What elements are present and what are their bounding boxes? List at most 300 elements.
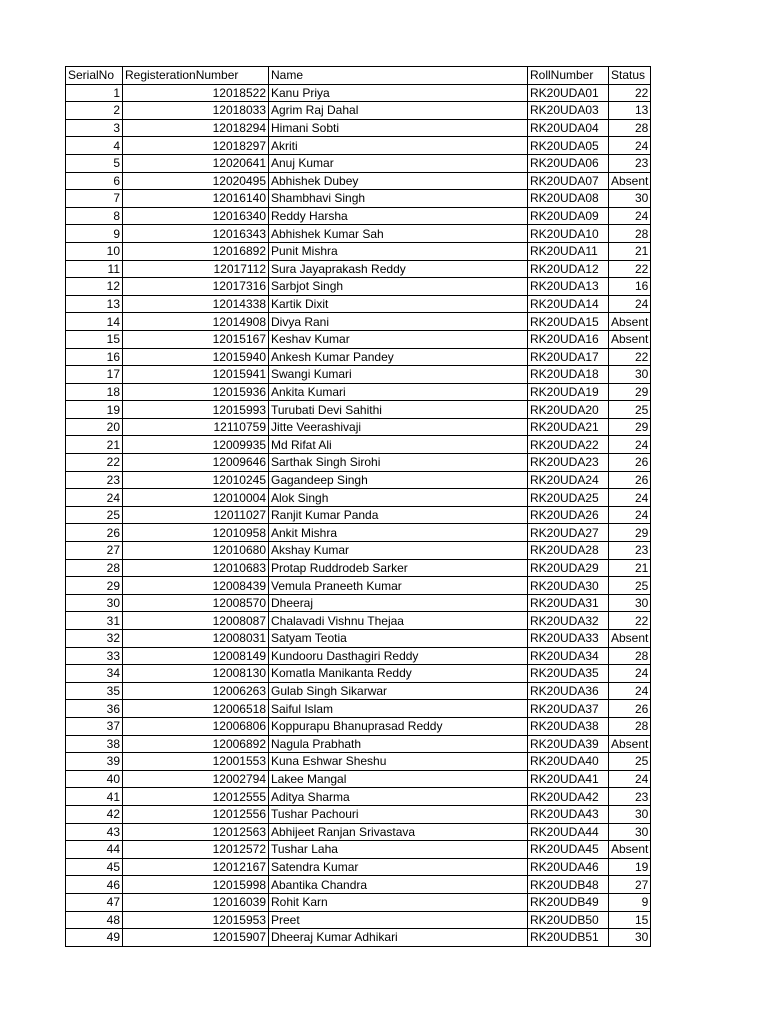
table-row xyxy=(66,84,651,102)
name-cell: Ankit Mishra xyxy=(269,524,528,542)
serial-no-cell: 37 xyxy=(66,717,123,735)
table-row xyxy=(66,805,651,823)
table-row xyxy=(66,700,651,718)
serial-no-cell: 12 xyxy=(66,278,123,296)
roll-number-cell: RK20UDA21 xyxy=(528,418,609,436)
name-cell: Alok Singh xyxy=(269,489,528,507)
serial-no-cell: 19 xyxy=(66,401,123,419)
name-cell: Abhishek Dubey xyxy=(269,172,528,190)
status-cell: 26 xyxy=(609,700,651,718)
status-cell: 22 xyxy=(609,612,651,630)
name-cell: Sarthak Singh Sirohi xyxy=(269,454,528,472)
roll-number-cell: RK20UDA37 xyxy=(528,700,609,718)
table-row xyxy=(66,823,651,841)
registration-number-cell: 12006806 xyxy=(123,717,269,735)
serial-no-cell: 39 xyxy=(66,753,123,771)
table-row xyxy=(66,401,651,419)
header-serial-no: SerialNo xyxy=(66,67,123,85)
serial-no-cell: 18 xyxy=(66,383,123,401)
serial-no-cell: 17 xyxy=(66,366,123,384)
roll-number-cell: RK20UDA32 xyxy=(528,612,609,630)
status-cell: 21 xyxy=(609,242,651,260)
roll-number-cell: RK20UDB48 xyxy=(528,876,609,894)
name-cell: Ankesh Kumar Pandey xyxy=(269,348,528,366)
registration-number-cell: 12015993 xyxy=(123,401,269,419)
table-row xyxy=(66,295,651,313)
name-cell: Aditya Sharma xyxy=(269,788,528,806)
status-cell: 27 xyxy=(609,876,651,894)
serial-no-cell: 1 xyxy=(66,84,123,102)
serial-no-cell: 5 xyxy=(66,154,123,172)
roll-number-cell: RK20UDA20 xyxy=(528,401,609,419)
table-row xyxy=(66,876,651,894)
roll-number-cell: RK20UDA05 xyxy=(528,137,609,155)
roll-number-cell: RK20UDA29 xyxy=(528,559,609,577)
name-cell: Turubati Devi Sahithi xyxy=(269,401,528,419)
name-cell: Sura Jayaprakash Reddy xyxy=(269,260,528,278)
status-cell: Absent xyxy=(609,841,651,859)
registration-number-cell: 12016140 xyxy=(123,190,269,208)
name-cell: Divya Rani xyxy=(269,313,528,331)
header-roll-number: RollNumber xyxy=(528,67,609,85)
registration-number-cell: 12008149 xyxy=(123,647,269,665)
roll-number-cell: RK20UDA46 xyxy=(528,858,609,876)
status-cell: 24 xyxy=(609,489,651,507)
table-row xyxy=(66,893,651,911)
status-cell: 26 xyxy=(609,454,651,472)
registration-number-cell: 12110759 xyxy=(123,418,269,436)
serial-no-cell: 48 xyxy=(66,911,123,929)
name-cell: Nagula Prabhath xyxy=(269,735,528,753)
table-row xyxy=(66,119,651,137)
serial-no-cell: 15 xyxy=(66,330,123,348)
status-cell: 24 xyxy=(609,137,651,155)
status-cell: 28 xyxy=(609,717,651,735)
registration-number-cell: 12017112 xyxy=(123,260,269,278)
name-cell: Preet xyxy=(269,911,528,929)
registration-number-cell: 12006263 xyxy=(123,682,269,700)
roll-number-cell: RK20UDA31 xyxy=(528,594,609,612)
serial-no-cell: 43 xyxy=(66,823,123,841)
name-cell: Agrim Raj Dahal xyxy=(269,102,528,120)
serial-no-cell: 22 xyxy=(66,454,123,472)
registration-number-cell: 12008087 xyxy=(123,612,269,630)
registration-number-cell: 12016340 xyxy=(123,207,269,225)
header-name: Name xyxy=(269,67,528,85)
registration-number-cell: 12015936 xyxy=(123,383,269,401)
table-row xyxy=(66,753,651,771)
name-cell: Shambhavi Singh xyxy=(269,190,528,208)
roll-number-cell: RK20UDA12 xyxy=(528,260,609,278)
table-row xyxy=(66,172,651,190)
registration-number-cell: 12010683 xyxy=(123,559,269,577)
serial-no-cell: 6 xyxy=(66,172,123,190)
table-row xyxy=(66,577,651,595)
roll-number-cell: RK20UDA41 xyxy=(528,770,609,788)
name-cell: Himani Sobti xyxy=(269,119,528,137)
status-cell: 30 xyxy=(609,805,651,823)
roll-number-cell: RK20UDA34 xyxy=(528,647,609,665)
roll-number-cell: RK20UDA04 xyxy=(528,119,609,137)
registration-number-cell: 12016892 xyxy=(123,242,269,260)
table-row xyxy=(66,542,651,560)
registration-number-cell: 12008439 xyxy=(123,577,269,595)
serial-no-cell: 11 xyxy=(66,260,123,278)
status-cell: Absent xyxy=(609,630,651,648)
roll-number-cell: RK20UDA26 xyxy=(528,506,609,524)
registration-number-cell: 12010004 xyxy=(123,489,269,507)
registration-number-cell: 12015998 xyxy=(123,876,269,894)
name-cell: Kuna Eshwar Sheshu xyxy=(269,753,528,771)
serial-no-cell: 24 xyxy=(66,489,123,507)
serial-no-cell: 8 xyxy=(66,207,123,225)
status-cell: 24 xyxy=(609,770,651,788)
table-row xyxy=(66,137,651,155)
registration-number-cell: 12020641 xyxy=(123,154,269,172)
name-cell: Lakee Mangal xyxy=(269,770,528,788)
status-cell: Absent xyxy=(609,172,651,190)
name-cell: Satendra Kumar xyxy=(269,858,528,876)
roll-number-cell: RK20UDA01 xyxy=(528,84,609,102)
registration-number-cell: 12010958 xyxy=(123,524,269,542)
table-row xyxy=(66,841,651,859)
status-cell: 24 xyxy=(609,665,651,683)
table-row xyxy=(66,471,651,489)
name-cell: Akshay Kumar xyxy=(269,542,528,560)
status-cell: 30 xyxy=(609,190,651,208)
registration-number-cell: 12002794 xyxy=(123,770,269,788)
table-row xyxy=(66,348,651,366)
roll-number-cell: RK20UDA08 xyxy=(528,190,609,208)
table-row xyxy=(66,207,651,225)
status-cell: 9 xyxy=(609,893,651,911)
roll-number-cell: RK20UDB50 xyxy=(528,911,609,929)
name-cell: Saiful Islam xyxy=(269,700,528,718)
table-row xyxy=(66,366,651,384)
status-cell: 24 xyxy=(609,682,651,700)
roll-number-cell: RK20UDA38 xyxy=(528,717,609,735)
registration-number-cell: 12010245 xyxy=(123,471,269,489)
table-row xyxy=(66,154,651,172)
roll-number-cell: RK20UDA18 xyxy=(528,366,609,384)
serial-no-cell: 35 xyxy=(66,682,123,700)
status-cell: 25 xyxy=(609,401,651,419)
name-cell: Kundooru Dasthagiri Reddy xyxy=(269,647,528,665)
attendance-table xyxy=(65,66,651,947)
name-cell: Keshav Kumar xyxy=(269,330,528,348)
serial-no-cell: 3 xyxy=(66,119,123,137)
serial-no-cell: 44 xyxy=(66,841,123,859)
name-cell: Swangi Kumari xyxy=(269,366,528,384)
header-status: Status xyxy=(609,67,651,85)
serial-no-cell: 45 xyxy=(66,858,123,876)
roll-number-cell: RK20UDA16 xyxy=(528,330,609,348)
registration-number-cell: 12014908 xyxy=(123,313,269,331)
roll-number-cell: RK20UDA40 xyxy=(528,753,609,771)
roll-number-cell: RK20UDA22 xyxy=(528,436,609,454)
roll-number-cell: RK20UDA42 xyxy=(528,788,609,806)
registration-number-cell: 12015167 xyxy=(123,330,269,348)
table-row xyxy=(66,682,651,700)
serial-no-cell: 9 xyxy=(66,225,123,243)
table-row xyxy=(66,594,651,612)
registration-number-cell: 12018033 xyxy=(123,102,269,120)
registration-number-cell: 12018294 xyxy=(123,119,269,137)
status-cell: 28 xyxy=(609,225,651,243)
table-row xyxy=(66,260,651,278)
name-cell: Punit Mishra xyxy=(269,242,528,260)
table-row xyxy=(66,418,651,436)
serial-no-cell: 30 xyxy=(66,594,123,612)
status-cell: Absent xyxy=(609,313,651,331)
registration-number-cell: 12011027 xyxy=(123,506,269,524)
registration-number-cell: 12018297 xyxy=(123,137,269,155)
registration-number-cell: 12016343 xyxy=(123,225,269,243)
roll-number-cell: RK20UDA06 xyxy=(528,154,609,172)
status-cell: 24 xyxy=(609,436,651,454)
status-cell: 22 xyxy=(609,260,651,278)
roll-number-cell: RK20UDA03 xyxy=(528,102,609,120)
registration-number-cell: 12010680 xyxy=(123,542,269,560)
registration-number-cell: 12009646 xyxy=(123,454,269,472)
registration-number-cell: 12015953 xyxy=(123,911,269,929)
registration-number-cell: 12016039 xyxy=(123,893,269,911)
table-row xyxy=(66,190,651,208)
registration-number-cell: 12014338 xyxy=(123,295,269,313)
registration-number-cell: 12018522 xyxy=(123,84,269,102)
roll-number-cell: RK20UDA23 xyxy=(528,454,609,472)
status-cell: 22 xyxy=(609,348,651,366)
registration-number-cell: 12008031 xyxy=(123,630,269,648)
name-cell: Koppurapu Bhanuprasad Reddy xyxy=(269,717,528,735)
status-cell: 29 xyxy=(609,383,651,401)
status-cell: 30 xyxy=(609,929,651,947)
roll-number-cell: RK20UDA11 xyxy=(528,242,609,260)
status-cell: 24 xyxy=(609,207,651,225)
status-cell: 28 xyxy=(609,119,651,137)
roll-number-cell: RK20UDA07 xyxy=(528,172,609,190)
serial-no-cell: 10 xyxy=(66,242,123,260)
name-cell: Vemula Praneeth Kumar xyxy=(269,577,528,595)
name-cell: Kanu Priya xyxy=(269,84,528,102)
roll-number-cell: RK20UDB51 xyxy=(528,929,609,947)
registration-number-cell: 12001553 xyxy=(123,753,269,771)
status-cell: Absent xyxy=(609,330,651,348)
status-cell: 25 xyxy=(609,753,651,771)
serial-no-cell: 49 xyxy=(66,929,123,947)
table-row xyxy=(66,770,651,788)
serial-no-cell: 2 xyxy=(66,102,123,120)
serial-no-cell: 41 xyxy=(66,788,123,806)
status-cell: 30 xyxy=(609,594,651,612)
serial-no-cell: 32 xyxy=(66,630,123,648)
status-cell: 29 xyxy=(609,418,651,436)
roll-number-cell: RK20UDA28 xyxy=(528,542,609,560)
table-row xyxy=(66,665,651,683)
table-row xyxy=(66,330,651,348)
status-cell: 16 xyxy=(609,278,651,296)
status-cell: 15 xyxy=(609,911,651,929)
table-row xyxy=(66,102,651,120)
roll-number-cell: RK20UDA24 xyxy=(528,471,609,489)
roll-number-cell: RK20UDA17 xyxy=(528,348,609,366)
status-cell: 23 xyxy=(609,788,651,806)
serial-no-cell: 42 xyxy=(66,805,123,823)
serial-no-cell: 13 xyxy=(66,295,123,313)
name-cell: Gagandeep Singh xyxy=(269,471,528,489)
table-row xyxy=(66,630,651,648)
table-row xyxy=(66,225,651,243)
table-row xyxy=(66,647,651,665)
roll-number-cell: RK20UDA44 xyxy=(528,823,609,841)
table-row xyxy=(66,858,651,876)
roll-number-cell: RK20UDA25 xyxy=(528,489,609,507)
name-cell: Dheeraj xyxy=(269,594,528,612)
registration-number-cell: 12008130 xyxy=(123,665,269,683)
roll-number-cell: RK20UDA14 xyxy=(528,295,609,313)
table-body xyxy=(66,84,651,946)
name-cell: Dheeraj Kumar Adhikari xyxy=(269,929,528,947)
table-row xyxy=(66,242,651,260)
name-cell: Tushar Laha xyxy=(269,841,528,859)
serial-no-cell: 47 xyxy=(66,893,123,911)
serial-no-cell: 46 xyxy=(66,876,123,894)
table-row xyxy=(66,313,651,331)
table-row xyxy=(66,717,651,735)
roll-number-cell: RK20UDA15 xyxy=(528,313,609,331)
serial-no-cell: 21 xyxy=(66,436,123,454)
name-cell: Chalavadi Vishnu Thejaa xyxy=(269,612,528,630)
roll-number-cell: RK20UDA39 xyxy=(528,735,609,753)
roll-number-cell: RK20UDA10 xyxy=(528,225,609,243)
roll-number-cell: RK20UDA30 xyxy=(528,577,609,595)
status-cell: Absent xyxy=(609,735,651,753)
registration-number-cell: 12020495 xyxy=(123,172,269,190)
serial-no-cell: 29 xyxy=(66,577,123,595)
table-row xyxy=(66,506,651,524)
table-row xyxy=(66,383,651,401)
serial-no-cell: 31 xyxy=(66,612,123,630)
status-cell: 25 xyxy=(609,577,651,595)
roll-number-cell: RK20UDA09 xyxy=(528,207,609,225)
table-row xyxy=(66,454,651,472)
registration-number-cell: 12012167 xyxy=(123,858,269,876)
name-cell: Anuj Kumar xyxy=(269,154,528,172)
serial-no-cell: 4 xyxy=(66,137,123,155)
roll-number-cell: RK20UDA35 xyxy=(528,665,609,683)
roll-number-cell: RK20UDA27 xyxy=(528,524,609,542)
name-cell: Ranjit Kumar Panda xyxy=(269,506,528,524)
status-cell: 29 xyxy=(609,524,651,542)
registration-number-cell: 12008570 xyxy=(123,594,269,612)
name-cell: Protap Ruddrodeb Sarker xyxy=(269,559,528,577)
table-row xyxy=(66,911,651,929)
name-cell: Abhijeet Ranjan Srivastava xyxy=(269,823,528,841)
status-cell: 19 xyxy=(609,858,651,876)
roll-number-cell: RK20UDB49 xyxy=(528,893,609,911)
registration-number-cell: 12017316 xyxy=(123,278,269,296)
registration-number-cell: 12015907 xyxy=(123,929,269,947)
status-cell: 23 xyxy=(609,542,651,560)
status-cell: 23 xyxy=(609,154,651,172)
registration-number-cell: 12012555 xyxy=(123,788,269,806)
table-row xyxy=(66,524,651,542)
serial-no-cell: 23 xyxy=(66,471,123,489)
status-cell: 22 xyxy=(609,84,651,102)
name-cell: Tushar Pachouri xyxy=(269,805,528,823)
registration-number-cell: 12015940 xyxy=(123,348,269,366)
header-row xyxy=(66,67,651,85)
serial-no-cell: 16 xyxy=(66,348,123,366)
name-cell: Sarbjot Singh xyxy=(269,278,528,296)
name-cell: Md Rifat Ali xyxy=(269,436,528,454)
table-row xyxy=(66,559,651,577)
table-row xyxy=(66,436,651,454)
serial-no-cell: 14 xyxy=(66,313,123,331)
table-row xyxy=(66,489,651,507)
table-row xyxy=(66,788,651,806)
registration-number-cell: 12006892 xyxy=(123,735,269,753)
name-cell: Komatla Manikanta Reddy xyxy=(269,665,528,683)
name-cell: Akriti xyxy=(269,137,528,155)
status-cell: 26 xyxy=(609,471,651,489)
serial-no-cell: 34 xyxy=(66,665,123,683)
name-cell: Abantika Chandra xyxy=(269,876,528,894)
serial-no-cell: 26 xyxy=(66,524,123,542)
status-cell: 30 xyxy=(609,366,651,384)
name-cell: Satyam Teotia xyxy=(269,630,528,648)
status-cell: 30 xyxy=(609,823,651,841)
status-cell: 24 xyxy=(609,295,651,313)
registration-number-cell: 12006518 xyxy=(123,700,269,718)
serial-no-cell: 33 xyxy=(66,647,123,665)
registration-number-cell: 12009935 xyxy=(123,436,269,454)
roll-number-cell: RK20UDA36 xyxy=(528,682,609,700)
serial-no-cell: 7 xyxy=(66,190,123,208)
header-registration-number: RegisterationNumber xyxy=(123,67,269,85)
roll-number-cell: RK20UDA43 xyxy=(528,805,609,823)
serial-no-cell: 28 xyxy=(66,559,123,577)
name-cell: Rohit Karn xyxy=(269,893,528,911)
serial-no-cell: 25 xyxy=(66,506,123,524)
registration-number-cell: 12012563 xyxy=(123,823,269,841)
status-cell: 13 xyxy=(609,102,651,120)
serial-no-cell: 38 xyxy=(66,735,123,753)
status-cell: 21 xyxy=(609,559,651,577)
registration-number-cell: 12012556 xyxy=(123,805,269,823)
roll-number-cell: RK20UDA19 xyxy=(528,383,609,401)
name-cell: Jitte Veerashivaji xyxy=(269,418,528,436)
serial-no-cell: 20 xyxy=(66,418,123,436)
table-row xyxy=(66,735,651,753)
serial-no-cell: 27 xyxy=(66,542,123,560)
serial-no-cell: 40 xyxy=(66,770,123,788)
serial-no-cell: 36 xyxy=(66,700,123,718)
roll-number-cell: RK20UDA33 xyxy=(528,630,609,648)
table-row xyxy=(66,612,651,630)
roll-number-cell: RK20UDA13 xyxy=(528,278,609,296)
status-cell: 24 xyxy=(609,506,651,524)
table-row xyxy=(66,929,651,947)
name-cell: Ankita Kumari xyxy=(269,383,528,401)
name-cell: Abhishek Kumar Sah xyxy=(269,225,528,243)
name-cell: Kartik Dixit xyxy=(269,295,528,313)
status-cell: 28 xyxy=(609,647,651,665)
name-cell: Gulab Singh Sikarwar xyxy=(269,682,528,700)
name-cell: Reddy Harsha xyxy=(269,207,528,225)
table-row xyxy=(66,278,651,296)
roll-number-cell: RK20UDA45 xyxy=(528,841,609,859)
